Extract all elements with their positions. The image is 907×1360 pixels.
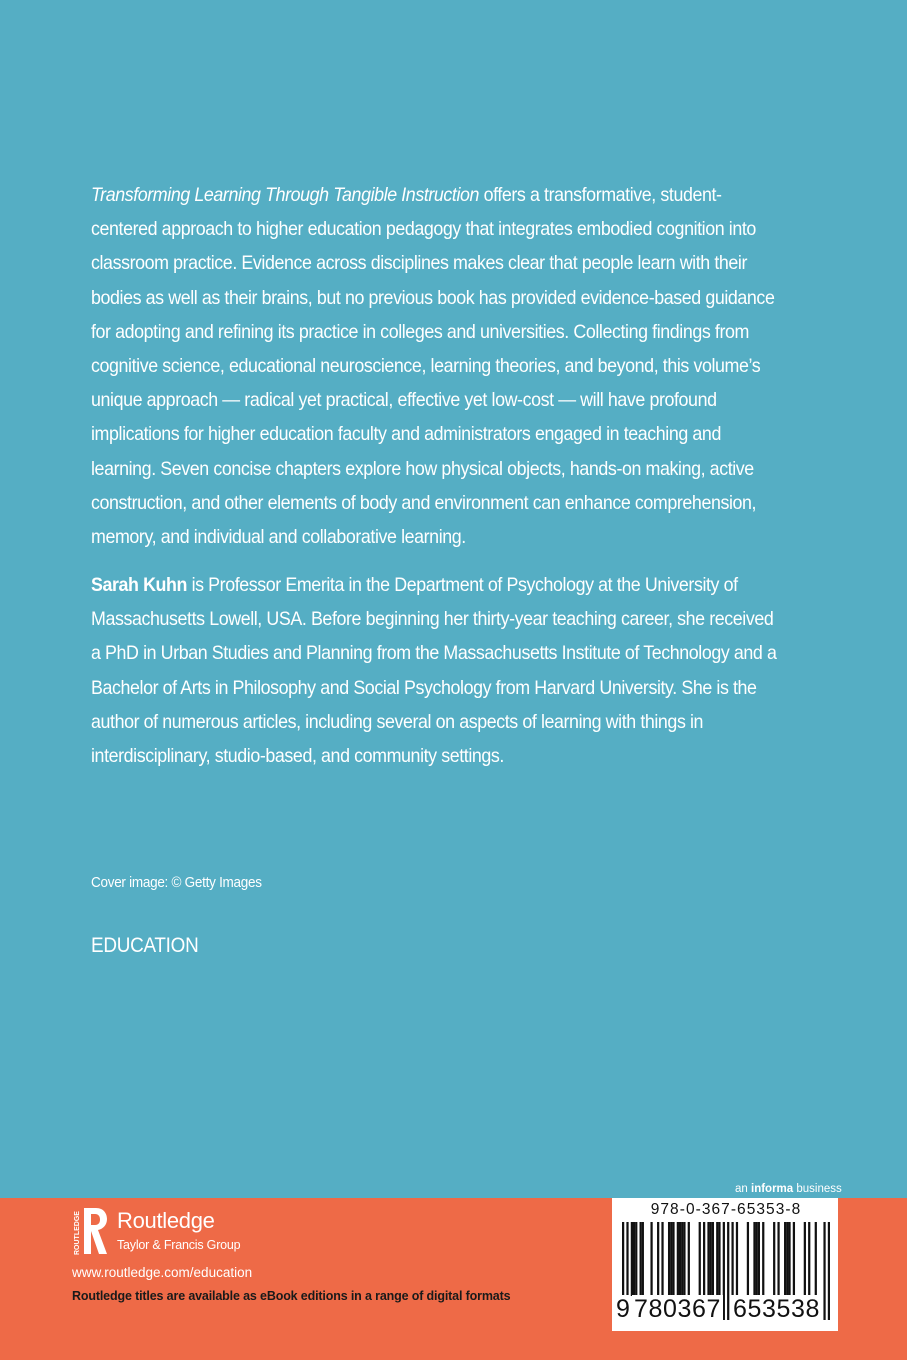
isbn-first-digit: 9: [616, 1295, 630, 1323]
barcode-bar: [688, 1222, 690, 1296]
barcode-bar: [773, 1222, 775, 1296]
logo-vertical-text: ROUTLEDGE: [74, 1211, 81, 1255]
barcode-bar: [777, 1222, 779, 1296]
author-name: Sarah Kuhn: [91, 574, 188, 596]
barcode-bar: [670, 1222, 672, 1296]
routledge-logo-icon: [70, 1206, 108, 1256]
barcode-bar: [633, 1222, 635, 1296]
isbn-left-digits: 780367: [634, 1295, 722, 1323]
barcode-bar: [710, 1222, 712, 1296]
publisher-group: Taylor & Francis Group: [117, 1238, 241, 1252]
barcode-bar: [661, 1222, 663, 1296]
publisher-url[interactable]: www.routledge.com/education: [72, 1265, 253, 1280]
barcode-bar: [712, 1222, 714, 1296]
barcode-bar: [631, 1222, 633, 1296]
barcode-bar: [793, 1222, 795, 1296]
barcode-bar: [736, 1222, 738, 1296]
isbn-barcode: [612, 1198, 838, 1331]
barcode-bar: [640, 1222, 642, 1296]
barcode-bar: [731, 1222, 733, 1296]
subject-category: EDUCATION: [91, 934, 199, 957]
barcode-bar: [815, 1222, 817, 1296]
barcode-bar: [681, 1222, 683, 1296]
barcode-bar: [788, 1222, 790, 1296]
barcode-bar: [707, 1222, 709, 1296]
isbn-label: 978-0-367-65353-8: [650, 1201, 802, 1218]
barcode-bar: [716, 1222, 718, 1296]
barcode-bar: [718, 1222, 720, 1296]
barcode-bar: [756, 1222, 758, 1296]
barcode-bar: [784, 1222, 786, 1296]
informa-brand: informa: [751, 1183, 794, 1195]
informa-suffix: business: [793, 1183, 842, 1195]
description-text: offers a transformative, student-centered approach to higher education pedagogy that integrates embodied cognition into classroom practice. Evidence across disciplines makes clear that people learn with their bodies as well as their brains, but no previous book has provided evidence-based guidance for adopting and refining its practice in colleges and universities. Collecting findings from cognitive science, educational neuroscience, learning theories, and beyond, this volume’s unique approach — radical yet practical, effective yet low-cost — will have profound implications for higher education faculty and administrators engaged in teaching and learning. Seven concise chapters explore how physical objects, hands-on making, active construction, and other elements of body and environment can enhance comprehension, memory, and individual and collaborative learning.: [91, 184, 775, 549]
barcode-bar: [786, 1222, 788, 1296]
barcode-bar: [808, 1222, 810, 1296]
barcode-bar: [657, 1222, 659, 1296]
isbn-right-digits: 653538: [733, 1295, 821, 1323]
barcode-bar: [753, 1222, 755, 1296]
barcode-bar: [762, 1222, 764, 1296]
barcode-bar: [642, 1222, 644, 1296]
barcode-bar: [668, 1222, 670, 1296]
barcode-bar: [679, 1222, 681, 1296]
informa-tagline: [735, 1183, 842, 1195]
ebook-note: Routledge titles are available as eBook editions in a range of digital formats: [72, 1289, 511, 1303]
barcode-bar: [683, 1222, 685, 1296]
cover-image-credit: Cover image: © Getty Images: [91, 874, 262, 891]
publisher-name: Routledge: [117, 1208, 215, 1233]
book-title: Transforming Learning Through Tangible Instruction: [91, 184, 480, 206]
author-bio: [91, 568, 786, 773]
barcode-bar: [747, 1222, 749, 1296]
barcode-bar: [703, 1222, 705, 1296]
barcode-bar: [699, 1222, 701, 1296]
bio-text: is Professor Emerita in the Department of Psychology at the University of Massachusetts Lowell, USA. Before beginning her thirty-year teaching career, she received a PhD in Urban Studies and Planning from the Massachusetts Institute of Technology and a Bachelor of Arts in Philosophy and Social Psychology from Harvard University. She is the author of numerous articles, including several on aspects of learning with things in interdisciplinary, studio-based, and community settings.: [91, 574, 777, 768]
informa-prefix: an: [735, 1183, 751, 1195]
barcode-bar: [635, 1222, 637, 1296]
barcode-bar: [804, 1222, 806, 1296]
barcode-bar: [672, 1222, 674, 1296]
barcode-bar: [758, 1222, 760, 1296]
book-description: [91, 178, 786, 554]
barcode-bar: [650, 1222, 652, 1296]
barcode-bar: [677, 1222, 679, 1296]
isbn-digits: [612, 1294, 838, 1326]
